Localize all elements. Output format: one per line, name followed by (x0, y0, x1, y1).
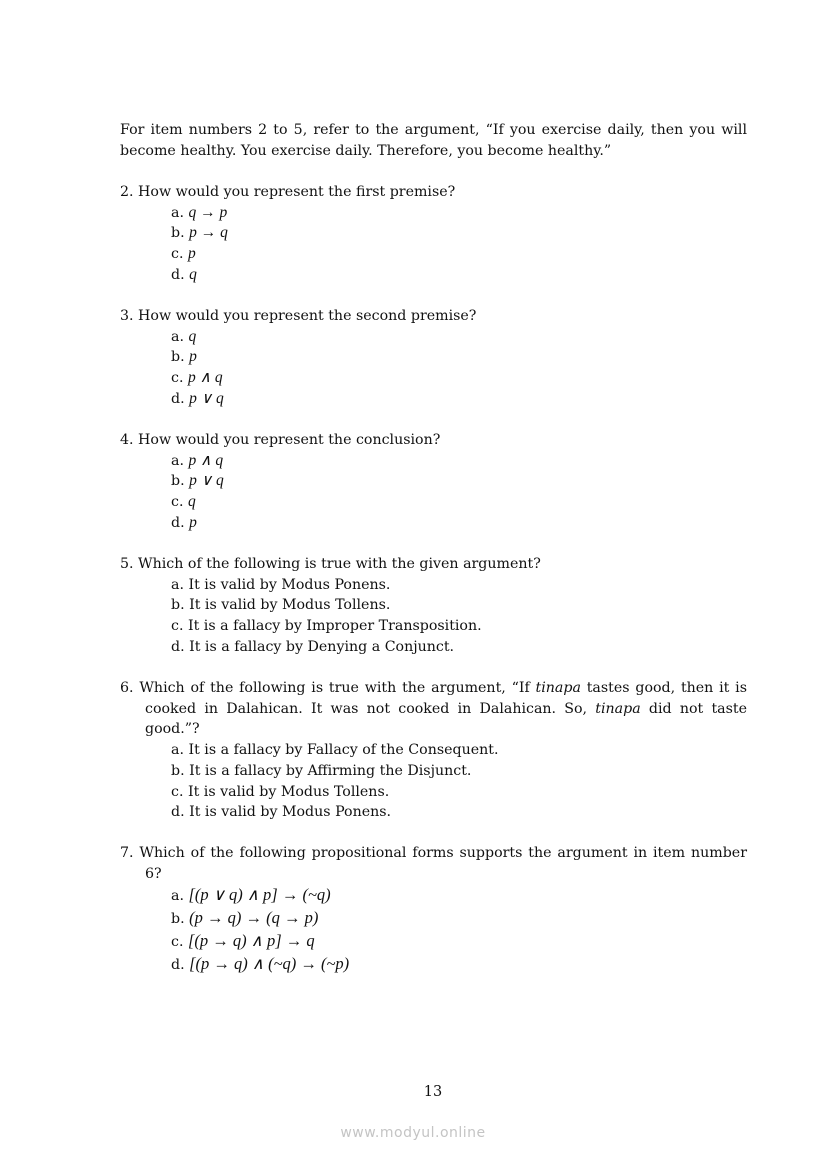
option-label: b. (171, 911, 185, 928)
option-b (171, 347, 747, 368)
option-formula: q (189, 265, 197, 283)
option-label: c. (171, 494, 184, 511)
option-formula: p ∧ q (187, 369, 223, 387)
question-text: 4. How would you represent the conclusion? (120, 432, 441, 448)
option-formula: [(p ∨ q) ∧ p] → (~q) (188, 885, 331, 905)
text-part: did not taste good.”? (145, 700, 747, 738)
option-a (171, 203, 747, 224)
option-d: d. It is a fallacy by Denying a Conjunct. (171, 638, 455, 655)
option-b (171, 907, 747, 930)
question-text: 7. Which of the following propositional forms supports the argument in item number 6? (120, 845, 747, 882)
option-b (171, 471, 747, 492)
option-label: d. (171, 514, 185, 531)
option-b: b. It is valid by Modus Tollens. (171, 597, 391, 614)
option-label: c. (171, 370, 184, 387)
option-formula: p ∨ q (189, 472, 224, 490)
option-formula: q (188, 327, 197, 345)
intro-paragraph: For item numbers 2 to 5, refer to the argument, “If you exercise daily, then you will become healthy. You exercise daily. Therefore, you become healthy.” (120, 122, 747, 159)
question-2 (120, 182, 747, 286)
option-b: b. It is a fallacy by Affirming the Disjunct. (171, 762, 472, 779)
option-a (171, 451, 747, 472)
italic-term: tinapa (595, 700, 641, 717)
option-d (171, 389, 747, 410)
option-formula: q → p (188, 203, 228, 221)
option-b (171, 223, 747, 244)
option-label: d. (171, 390, 185, 407)
option-c (171, 244, 747, 265)
option-a: a. It is valid by Modus Ponens. (171, 576, 391, 593)
option-a (171, 327, 747, 348)
option-c (171, 492, 747, 513)
option-formula: p (189, 348, 197, 366)
option-label: b. (171, 349, 185, 366)
option-a: a. It is a fallacy by Fallacy of the Consequent. (171, 742, 499, 759)
option-c (171, 930, 747, 953)
watermark: www.modyul.online (340, 1125, 486, 1141)
question-3 (120, 306, 747, 410)
option-d (171, 513, 747, 534)
option-label: a. (171, 452, 184, 469)
page-number: 13 (423, 1084, 443, 1100)
option-label: b. (171, 225, 185, 242)
option-formula: p (189, 513, 197, 531)
text-part: tastes good, then it is cooked in Dalahican. It was not cooked in Dalahican. So, (145, 680, 747, 717)
question-text: 3. How would you represent the second premise? (120, 308, 477, 324)
option-formula: p (187, 245, 196, 263)
option-label: c. (171, 246, 184, 263)
option-d: d. It is valid by Modus Ponens. (171, 804, 392, 821)
option-d (171, 953, 747, 976)
option-formula: p → q (189, 224, 228, 242)
option-formula: p ∨ q (189, 389, 224, 407)
option-d (171, 265, 747, 286)
option-label: d. (171, 957, 185, 974)
option-formula: [(p → q) ∧ (~q) → (~p) (189, 954, 350, 974)
question-text: 5. Which of the following is true with the given argument? (120, 556, 541, 572)
text-part: 6. Which of the following is true with the argument, “If (120, 680, 536, 696)
question-7 (120, 843, 747, 976)
italic-term: tinapa (535, 680, 581, 696)
question-5 (120, 554, 747, 658)
option-c: c. It is a fallacy by Improper Transposition. (171, 618, 482, 635)
option-label: b. (171, 473, 185, 490)
option-a (171, 884, 747, 907)
option-formula: (p → q) → (q → p) (189, 908, 319, 928)
question-text (120, 678, 747, 740)
option-label: a. (171, 328, 184, 345)
question-6 (120, 678, 747, 823)
option-formula: [(p → q) ∧ p] → q (187, 931, 315, 951)
question-text: 2. How would you represent the first premise? (120, 184, 456, 200)
option-label: d. (171, 266, 185, 283)
option-label: a. (171, 204, 184, 221)
option-c: c. It is valid by Modus Tollens. (171, 783, 390, 800)
option-c (171, 368, 747, 389)
option-formula: p ∧ q (188, 451, 224, 469)
option-label: a. (171, 888, 184, 905)
option-label: c. (171, 934, 184, 951)
question-4 (120, 430, 747, 534)
option-formula: q (187, 493, 196, 511)
